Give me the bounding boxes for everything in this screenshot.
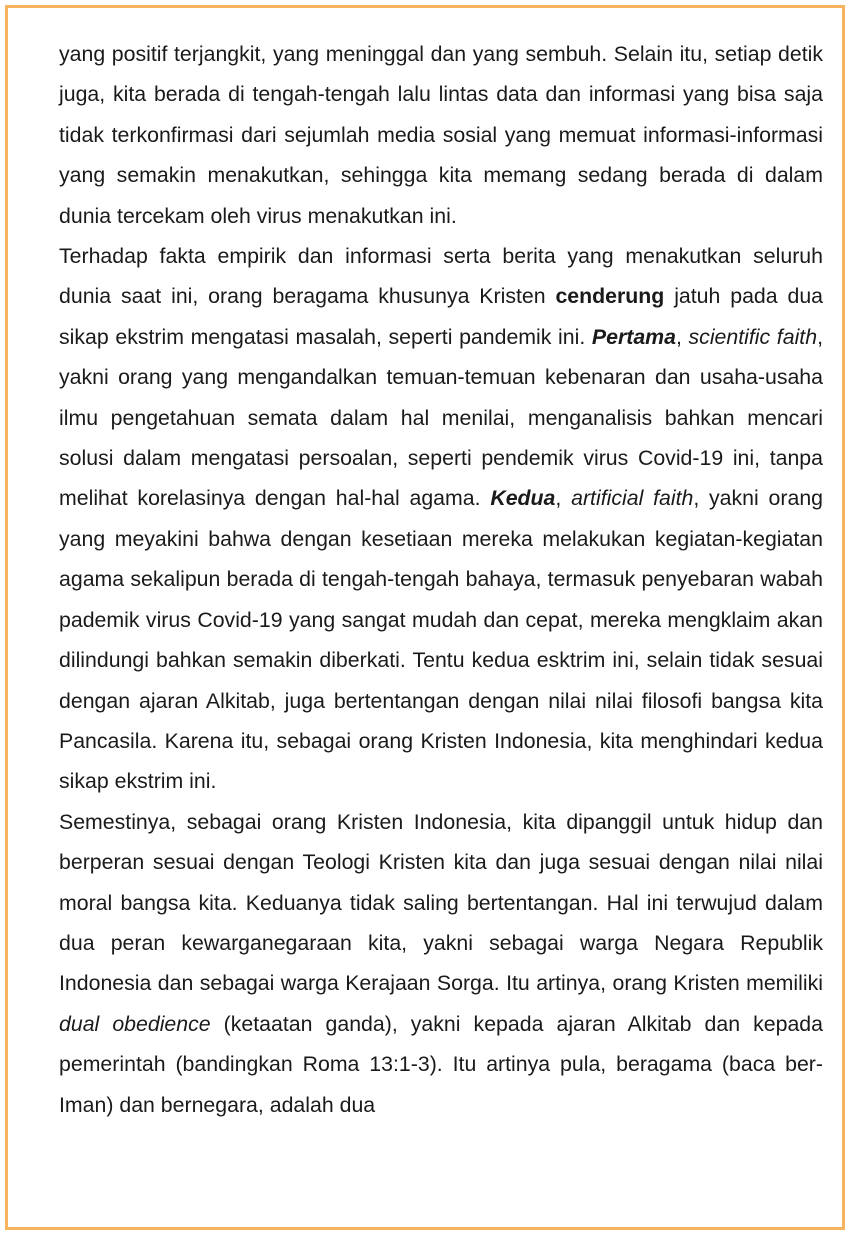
paragraph-1 <box>59 34 823 236</box>
emphasis-kedua: Kedua <box>490 486 556 511</box>
emphasis-cenderung: cenderung <box>555 284 665 309</box>
paragraph-2-text-f: , yakni orang yang meyakini bahwa dengan kesetiaan mereka melakukan kegiatan-kegiatan agama sekalipun berada di tengah-tengah bahaya, termasuk penyebaran wabah pademik virus Covid-19 yang sangat mudah dan cepat, mereka mengklaim akan dilindungi bahkan semakin diberkati. Tentu kedua esktrim ini, selain tidak sesuai dengan ajaran Alkitab, juga bertentangan dengan nilai nilai filosofi bangsa kita Pancasila. Karena itu, sebagai orang Kristen Indonesia, kita menghindari kedua sikap ekstrim ini. <box>59 486 824 794</box>
paragraph-3-text-a: Semestinya, sebagai orang Kristen Indonesia, kita dipanggil untuk hidup dan berperan sesuai dengan Teologi Kristen kita dan juga sesuai dengan nilai nilai moral bangsa kita. Keduanya tidak saling bertentangan. Hal ini terwujud dalam dua peran kewarganegaraan kita, yakni sebagai warga Negara Republik Indonesia dan sebagai warga Kerajaan Sorga. Itu artinya, orang Kristen memiliki <box>59 809 823 996</box>
paragraph-2-text-d: , yakni orang yang mengandalkan temuan-temuan kebenaran dan usaha-usaha ilmu pengetahuan semata dalam hal menilai, menganalisis bahkan mencari solusi dalam mengatasi persoalan, seperti pendemik virus Covid-19 ini, tanpa melihat korelasinya dengan hal-hal agama. <box>59 324 823 511</box>
page-frame <box>5 5 845 1230</box>
paragraph-3 <box>59 802 823 1125</box>
paragraph-2-text-c: , <box>675 324 689 349</box>
term-scientific-faith: scientific faith <box>688 324 818 349</box>
paragraph-2 <box>59 236 823 802</box>
term-artificial-faith: artificial faith <box>571 486 694 511</box>
paragraph-1-text: yang positif terjangkit, yang meninggal dan yang sembuh. Selain itu, setiap detik juga, kita berada di tengah-tengah lalu lintas data dan informasi yang bisa saja tidak terkonfirmasi dari sejumlah media sosial yang memuat informasi-informasi yang semakin menakutkan, sehingga kita memang sedang berada di dalam dunia tercekam oleh virus menakutkan ini. <box>59 42 823 228</box>
paragraph-2-text-e: , <box>555 486 572 511</box>
paragraph-2-text-b: jatuh pada dua sikap ekstrim mengatasi masalah, seperti pandemik ini. <box>59 284 824 349</box>
paragraph-3-text-b: (ketaatan ganda), yakni kepada ajaran Alkitab dan kepada pemerintah (bandingkan Roma 13:1-3). Itu artinya pula, beragama (baca ber-Iman) dan bernegara, adalah dua <box>59 1011 823 1117</box>
document-body <box>59 34 823 1125</box>
emphasis-pertama: Pertama <box>591 324 676 349</box>
term-dual-obedience: dual obedience <box>59 1011 211 1036</box>
paragraph-2-text-a: Terhadap fakta empirik dan informasi serta berita yang menakutkan seluruh dunia saat ini, orang beragama khusunya Kristen <box>59 244 823 309</box>
